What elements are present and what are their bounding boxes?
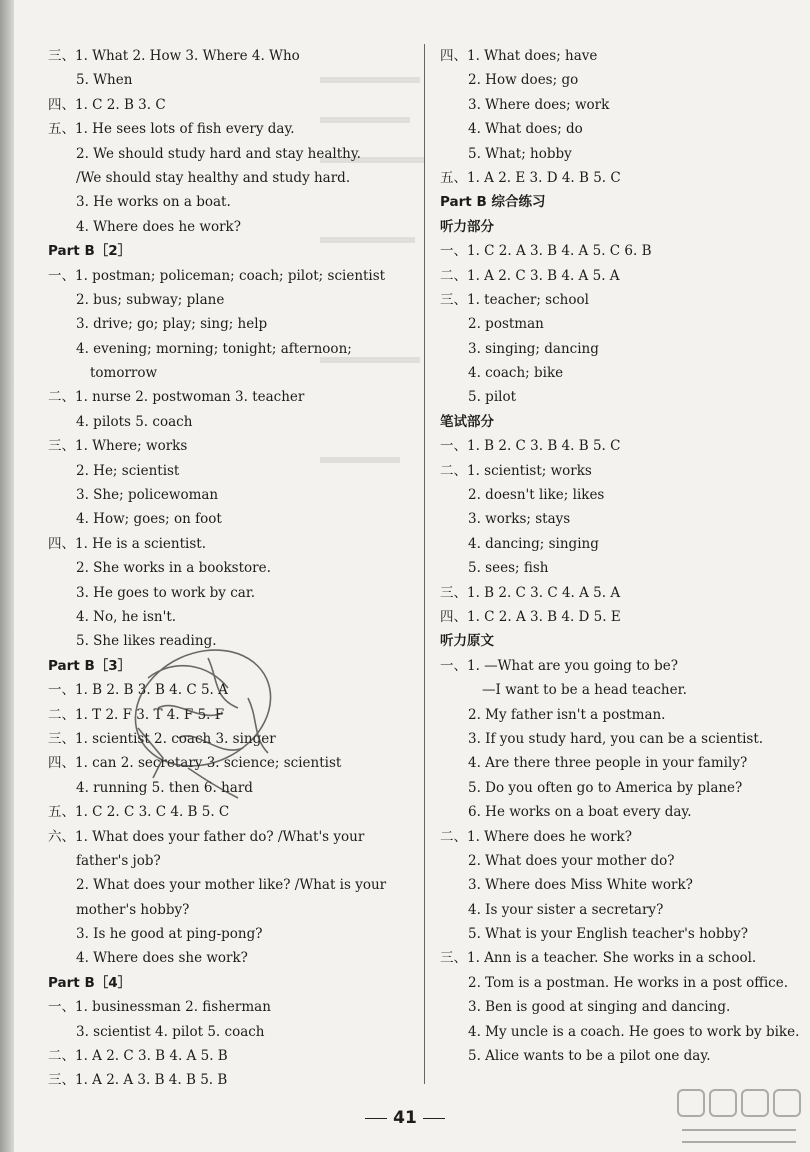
left-answer-line: 5. When	[76, 72, 133, 89]
left-answer-line: /We should stay healthy and study hard.	[76, 169, 351, 186]
left-answer-line: 一、1. B 2. B 3. B 4. C 5. A	[48, 682, 228, 699]
left-answer-line: 二、1. T 2. F 3. T 4. F 5. F	[48, 706, 225, 723]
left-answer-line: 二、1. nurse 2. postwoman 3. teacher	[48, 389, 305, 406]
left-answer-line: 2. We should study hard and stay healthy.	[76, 145, 361, 162]
right-answer-line: 5. sees; fish	[468, 560, 549, 577]
right-dash	[423, 1118, 445, 1119]
right-answer-line: 3. Where does Miss White work?	[468, 877, 693, 894]
right-answer-line: 2. How does; go	[468, 72, 579, 89]
right-answer-line: 二、1. A 2. C 3. B 4. A 5. A	[440, 267, 620, 284]
right-answer-line: 3. Where does; work	[468, 96, 610, 113]
right-answer-line: 5. What; hobby	[468, 145, 572, 162]
left-answer-column	[48, 44, 418, 1093]
right-section-heading: 听力原文	[440, 633, 494, 650]
left-answer-line: 三、1. A 2. A 3. B 4. B 5. B	[48, 1072, 228, 1089]
left-answer-line: 三、1. scientist 2. coach 3. singer	[48, 730, 276, 747]
left-answer-line: 4. Where does he work?	[76, 218, 241, 235]
left-answer-line: 4. running 5. then 6. hard	[76, 779, 253, 796]
left-answer-line: 三、1. What 2. How 3. Where 4. Who	[48, 48, 300, 64]
left-answer-line: 三、1. Where; works	[48, 438, 188, 455]
right-answer-line: 5. What is your English teacher's hobby?	[468, 926, 749, 943]
left-answer-line: mother's hobby?	[76, 901, 190, 918]
left-answer-line: 4. evening; morning; tonight; afternoon;	[76, 340, 352, 357]
left-answer-line: 3. She; policewoman	[76, 487, 219, 504]
handwritten-stamp	[118, 638, 288, 828]
right-answer-line: 三、1. Ann is a teacher. She works in a school.	[440, 950, 757, 967]
left-answer-line: 六、1. What does your father do? /What's your	[48, 828, 365, 845]
right-answer-line: 五、1. A 2. E 3. D 4. B 5. C	[440, 169, 621, 186]
left-answer-line: 3. Is he good at ping-pong?	[76, 926, 263, 943]
left-answer-line: 四、1. can 2. secretary 3. science; scientist	[48, 755, 342, 772]
right-answer-line: —I want to be a head teacher.	[482, 682, 687, 699]
right-answer-line: 4. dancing; singing	[468, 535, 599, 552]
left-answer-line: 五、1. C 2. C 3. C 4. B 5. C	[48, 804, 230, 821]
right-answer-line: 三、1. B 2. C 3. C 4. A 5. A	[440, 584, 621, 601]
right-answer-line: 四、1. What does; have	[440, 48, 598, 64]
page-number: 41	[0, 1108, 810, 1128]
right-section-heading: 笔试部分	[440, 413, 494, 430]
left-answer-line: 3. He works on a boat.	[76, 194, 231, 211]
right-answer-line: 2. What does your mother do?	[468, 852, 675, 869]
left-answer-line: 2. She works in a bookstore.	[76, 560, 271, 577]
left-answer-line: 2. bus; subway; plane	[76, 291, 225, 308]
right-answer-line: 3. Ben is good at singing and dancing.	[468, 999, 731, 1016]
right-answer-line: 3. works; stays	[468, 511, 571, 528]
right-answer-line: 2. postman	[468, 316, 544, 333]
right-answer-line: 5. Alice wants to be a pilot one day.	[468, 1048, 711, 1065]
left-answer-line: 3. drive; go; play; sing; help	[76, 316, 268, 333]
right-answer-line: 4. coach; bike	[468, 365, 564, 382]
left-answer-line: father's job?	[76, 852, 161, 869]
left-answer-line: 4. How; goes; on foot	[76, 511, 222, 528]
right-answer-line: 4. What does; do	[468, 121, 583, 138]
right-section-heading: Part B 综合练习	[440, 194, 546, 211]
right-answer-line: 四、1. C 2. A 3. B 4. D 5. E	[440, 608, 621, 625]
left-answer-line: 2. He; scientist	[76, 462, 180, 479]
left-section-heading: Part B［3］	[48, 657, 132, 674]
right-answer-line: 三、1. teacher; school	[440, 291, 589, 308]
page-edge-shadow	[0, 0, 14, 1152]
right-answer-column	[440, 44, 800, 1068]
left-section-heading: Part B［2］	[48, 243, 132, 260]
left-answer-line: 2. What does your mother like? /What is your	[76, 877, 387, 894]
left-answer-line: 5. She likes reading.	[76, 633, 217, 650]
left-answer-line: 二、1. A 2. C 3. B 4. A 5. B	[48, 1048, 228, 1065]
left-section-heading: Part B［4］	[48, 974, 132, 991]
left-answer-line: 五、1. He sees lots of fish every day.	[48, 121, 295, 138]
right-answer-line: 4. My uncle is a coach. He goes to work by bike.	[468, 1023, 800, 1040]
left-answer-line: 4. pilots 5. coach	[76, 413, 193, 430]
right-answer-line: 2. doesn't like; likes	[468, 487, 605, 504]
right-answer-line: 3. singing; dancing	[468, 340, 599, 357]
left-answer-line: tomorrow	[90, 365, 158, 382]
right-answer-line: 6. He works on a boat every day.	[468, 804, 692, 821]
left-answer-line: 四、1. C 2. B 3. C	[48, 96, 166, 113]
right-answer-line: 二、1. Where does he work?	[440, 828, 632, 845]
right-answer-line: 一、1. C 2. A 3. B 4. A 5. C 6. B	[440, 243, 652, 260]
right-answer-line: 2. My father isn't a postman.	[468, 706, 666, 723]
right-answer-line: 二、1. scientist; works	[440, 462, 592, 479]
left-answer-line: 3. scientist 4. pilot 5. coach	[76, 1023, 265, 1040]
right-answer-line: 4. Is your sister a secretary?	[468, 901, 664, 918]
right-answer-line: 5. pilot	[468, 389, 517, 406]
site-logo-watermark	[672, 1086, 804, 1148]
right-answer-line: 2. Tom is a postman. He works in a post office.	[468, 974, 788, 991]
right-answer-line: 3. If you study hard, you can be a scientist.	[468, 730, 764, 747]
left-answer-line: 4. Where does she work?	[76, 950, 248, 967]
left-answer-line: 4. No, he isn't.	[76, 608, 177, 625]
right-section-heading: 听力部分	[440, 218, 494, 235]
right-answer-line: 一、1. B 2. C 3. B 4. B 5. C	[440, 438, 621, 455]
left-answer-line: 3. He goes to work by car.	[76, 584, 256, 601]
right-answer-line: 4. Are there three people in your family?	[468, 755, 748, 772]
left-dash	[365, 1118, 387, 1119]
right-answer-line: 5. Do you often go to America by plane?	[468, 779, 743, 796]
left-answer-line: 四、1. He is a scientist.	[48, 535, 206, 552]
right-answer-line: 一、1. —What are you going to be?	[440, 657, 678, 674]
left-answer-line: 一、1. postman; policeman; coach; pilot; scientist	[48, 267, 386, 284]
left-answer-line: 一、1. businessman 2. fisherman	[48, 999, 271, 1016]
column-divider	[424, 44, 425, 1084]
